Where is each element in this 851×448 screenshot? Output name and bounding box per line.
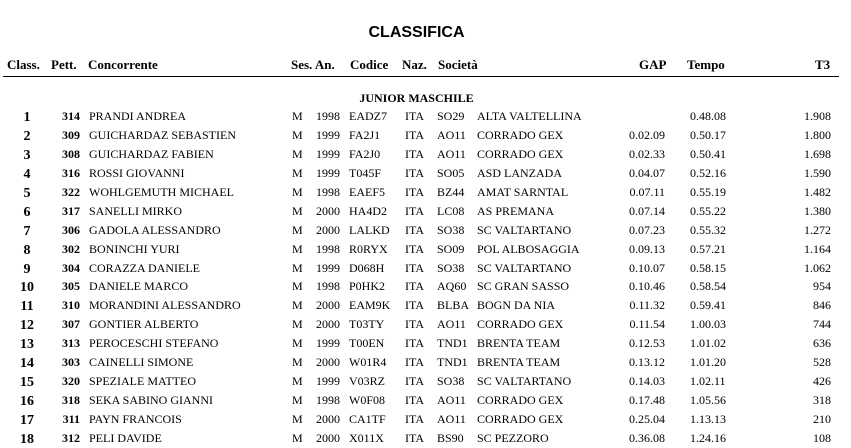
athlete-name-cell: GADOLA ALESSANDRO — [89, 222, 221, 237]
group-title: JUNIOR MASCHILE — [359, 91, 474, 105]
club-code-cell: AO11 — [437, 127, 466, 142]
bib-cell: 316 — [62, 165, 80, 180]
table-row — [0, 259, 851, 278]
nation-cell: ITA — [405, 279, 425, 294]
birth-year-cell: 2000 — [316, 412, 340, 426]
rank-cell: 14 — [20, 356, 34, 372]
club-code-cell: SO09 — [437, 241, 465, 256]
athlete-name-cell: DANIELE MARCO — [89, 279, 188, 294]
table-row — [0, 296, 851, 315]
gap-cell: 0.36.08 — [629, 430, 665, 445]
club-code-cell: BZ44 — [437, 184, 465, 199]
table-row — [0, 391, 851, 410]
club-name-cell: CORRADO GEX — [477, 317, 564, 332]
nation-cell: ITA — [405, 317, 425, 332]
birth-year-cell: 1999 — [316, 146, 340, 161]
time-cell: 0.57.21 — [690, 241, 726, 256]
bib-cell: 311 — [62, 412, 80, 426]
table-row — [0, 315, 851, 334]
athlete-name-cell: ROSSI GIOVANNI — [89, 165, 185, 180]
gap-cell: 0.07.11 — [629, 184, 665, 199]
birth-year-cell: 1999 — [316, 165, 340, 180]
athlete-name-cell: PELI DAVIDE — [89, 430, 162, 445]
club-code-cell: AO11 — [437, 393, 466, 408]
rank-cell: 15 — [20, 375, 34, 391]
sex-cell: M — [292, 279, 303, 294]
bib-cell: 308 — [62, 146, 80, 161]
birth-year-cell: 1999 — [316, 374, 340, 389]
club-name-cell: AS PREMANA — [477, 203, 555, 218]
header-class: Class. — [7, 57, 40, 72]
time-cell: 1.24.16 — [690, 430, 726, 445]
gap-cell: 0.13.12 — [629, 355, 665, 370]
table-row — [0, 164, 851, 183]
rank-cell: 13 — [20, 337, 34, 353]
sex-cell: M — [292, 374, 303, 389]
t3-points-cell: 318 — [813, 393, 831, 408]
birth-year-cell: 1998 — [316, 279, 340, 294]
athlete-code-cell: D068H — [349, 260, 385, 275]
club-name-cell: BRENTA TEAM — [477, 355, 561, 370]
athlete-code-cell: X011X — [349, 430, 384, 445]
sex-cell: M — [292, 241, 303, 256]
club-code-cell: BLBA — [437, 298, 470, 313]
header-divider — [3, 76, 839, 77]
nation-cell: ITA — [405, 430, 425, 445]
club-code-cell: SO38 — [437, 374, 465, 389]
bib-cell: 318 — [62, 393, 80, 408]
rank-cell: 16 — [20, 394, 34, 410]
gap-cell: 0.14.03 — [629, 374, 665, 389]
gap-cell: 0.02.09 — [629, 127, 665, 142]
table-row — [0, 183, 851, 202]
time-cell: 1.00.03 — [690, 317, 726, 332]
club-code-cell: SO05 — [437, 165, 465, 180]
sex-cell: M — [292, 127, 303, 142]
sex-cell: M — [292, 109, 303, 123]
time-cell: 1.01.20 — [690, 355, 726, 370]
athlete-code-cell: CA1TF — [349, 412, 386, 426]
athlete-name-cell: SEKA SABINO GIANNI — [89, 393, 214, 408]
t3-points-cell: 1.272 — [804, 222, 831, 237]
bib-cell: 314 — [62, 109, 80, 123]
t3-points-cell: 1.908 — [804, 109, 831, 123]
gap-cell: 0.11.32 — [629, 298, 665, 313]
header-codice: Codice — [350, 57, 389, 72]
athlete-code-cell: V03RZ — [349, 374, 385, 389]
gap-cell: 0.09.13 — [629, 241, 665, 256]
bib-cell: 306 — [62, 222, 80, 237]
club-code-cell: AQ60 — [437, 279, 467, 294]
club-code-cell: AO11 — [437, 146, 466, 161]
athlete-name-cell: BONINCHI YURI — [89, 241, 180, 256]
table-row — [0, 221, 851, 240]
results-table — [0, 107, 851, 448]
rank-cell: 3 — [23, 147, 31, 163]
athlete-code-cell: FA2J1 — [349, 127, 381, 142]
sex-cell: M — [292, 146, 303, 161]
athlete-name-cell: WOHLGEMUTH MICHAEL — [89, 184, 234, 199]
birth-year-cell: 1999 — [316, 336, 340, 351]
gap-cell: 0.12.53 — [629, 336, 665, 351]
sex-cell: M — [292, 336, 303, 351]
rank-cell: 11 — [20, 299, 34, 315]
bib-cell: 307 — [62, 317, 80, 332]
nation-cell: ITA — [405, 203, 425, 218]
athlete-name-cell: PRANDI ANDREA — [89, 109, 187, 123]
time-cell: 0.59.41 — [690, 298, 726, 313]
athlete-code-cell: P0HK2 — [349, 279, 386, 294]
birth-year-cell: 2000 — [316, 203, 340, 218]
rank-cell: 1 — [23, 110, 31, 125]
table-row — [0, 126, 851, 145]
table-row — [0, 334, 851, 353]
bib-cell: 309 — [62, 127, 80, 142]
bib-cell: 304 — [62, 260, 80, 275]
gap-cell: 0.25.04 — [629, 412, 665, 426]
nation-cell: ITA — [405, 241, 425, 256]
sex-cell: M — [292, 430, 303, 445]
header-t3: T3 — [815, 57, 831, 72]
sex-cell: M — [292, 412, 303, 426]
gap-cell: 0.02.33 — [629, 146, 665, 161]
table-row — [0, 353, 851, 372]
athlete-code-cell: W01R4 — [349, 355, 387, 370]
table-row — [0, 410, 851, 429]
t3-points-cell: 1.698 — [804, 146, 831, 161]
sex-cell: M — [292, 393, 303, 408]
athlete-name-cell: CAINELLI SIMONE — [89, 355, 194, 370]
header-gap: GAP — [639, 57, 667, 72]
club-name-cell: CORRADO GEX — [477, 393, 564, 408]
t3-points-cell: 744 — [813, 317, 831, 332]
sex-cell: M — [292, 222, 303, 237]
birth-year-cell: 2000 — [316, 222, 340, 237]
nation-cell: ITA — [405, 355, 425, 370]
t3-points-cell: 1.482 — [804, 184, 831, 199]
club-name-cell: CORRADO GEX — [477, 412, 564, 426]
athlete-name-cell: GONTIER ALBERTO — [89, 317, 199, 332]
athlete-code-cell: LALKD — [349, 222, 390, 237]
t3-points-cell: 1.062 — [804, 260, 831, 275]
athlete-name-cell: CORAZZA DANIELE — [89, 260, 200, 275]
athlete-code-cell: R0RYX — [349, 241, 388, 256]
club-name-cell: SC PEZZORO — [477, 430, 549, 445]
rank-cell: 9 — [23, 261, 31, 277]
birth-year-cell: 2000 — [316, 355, 340, 370]
nation-cell: ITA — [405, 165, 425, 180]
nation-cell: ITA — [405, 146, 425, 161]
header-pett: Pett. — [51, 57, 77, 72]
birth-year-cell: 1998 — [316, 184, 340, 199]
t3-points-cell: 108 — [813, 430, 831, 445]
club-code-cell: SO38 — [437, 260, 465, 275]
club-name-cell: AMAT SARNTAL — [477, 184, 569, 199]
nation-cell: ITA — [405, 412, 425, 426]
nation-cell: ITA — [405, 336, 425, 351]
sex-cell: M — [292, 355, 303, 370]
t3-points-cell: 426 — [813, 374, 831, 389]
header-naz: Naz. — [402, 57, 427, 72]
athlete-code-cell: T00EN — [349, 336, 385, 351]
birth-year-cell: 2000 — [316, 430, 340, 445]
athlete-name-cell: SANELLI MIRKO — [89, 203, 182, 218]
gap-cell: 0.04.07 — [629, 165, 665, 180]
club-code-cell: TND1 — [437, 355, 468, 370]
club-name-cell: SC VALTARTANO — [477, 374, 572, 389]
club-code-cell: AO11 — [437, 412, 466, 426]
bib-cell: 303 — [62, 355, 80, 370]
time-cell: 0.55.32 — [690, 222, 726, 237]
time-cell: 0.50.41 — [690, 146, 726, 161]
birth-year-cell: 1998 — [316, 393, 340, 408]
birth-year-cell: 1999 — [316, 127, 340, 142]
club-code-cell: LC08 — [437, 203, 465, 218]
rank-cell: 5 — [23, 185, 31, 201]
time-cell: 0.52.16 — [690, 165, 726, 180]
t3-points-cell: 1.590 — [804, 165, 831, 180]
gap-cell: 0.17.48 — [629, 393, 665, 408]
header-societa: Società — [438, 57, 478, 72]
time-cell: 0.58.54 — [690, 279, 726, 294]
club-name-cell: SC GRAN SASSO — [477, 279, 570, 294]
club-name-cell: CORRADO GEX — [477, 146, 564, 161]
rank-cell: 8 — [23, 242, 31, 258]
time-cell: 0.55.22 — [690, 203, 726, 218]
t3-points-cell: 528 — [813, 355, 831, 370]
sex-cell: M — [292, 203, 303, 218]
birth-year-cell: 1998 — [316, 241, 340, 256]
athlete-code-cell: EAEF5 — [349, 184, 385, 199]
athlete-code-cell: EADZ7 — [349, 109, 387, 123]
athlete-name-cell: PEROCESCHI STEFANO — [89, 336, 219, 351]
time-cell: 1.02.11 — [690, 374, 726, 389]
t3-points-cell: 846 — [813, 298, 831, 313]
club-name-cell: SC VALTARTANO — [477, 222, 572, 237]
rank-cell: 17 — [20, 413, 34, 428]
rank-cell: 18 — [20, 431, 34, 447]
nation-cell: ITA — [405, 260, 425, 275]
athlete-code-cell: T045F — [349, 165, 382, 180]
gap-cell: 0.11.54 — [629, 317, 665, 332]
club-name-cell: BRENTA TEAM — [477, 336, 561, 351]
nation-cell: ITA — [405, 298, 425, 313]
gap-cell: 0.10.46 — [629, 279, 665, 294]
header-tempo: Tempo — [687, 57, 725, 72]
t3-points-cell: 954 — [813, 279, 831, 294]
table-row — [0, 429, 851, 448]
club-code-cell: SO29 — [437, 109, 465, 123]
athlete-code-cell: FA2J0 — [349, 146, 381, 161]
athlete-name-cell: PAYN FRANCOIS — [89, 412, 182, 426]
header-ses-an: Ses. An. — [291, 57, 335, 72]
t3-points-cell: 1.380 — [804, 203, 831, 218]
athlete-code-cell: EAM9K — [349, 298, 391, 313]
time-cell: 0.58.15 — [690, 260, 726, 275]
bib-cell: 320 — [62, 374, 80, 389]
rank-cell: 4 — [23, 166, 31, 182]
table-row — [0, 202, 851, 221]
birth-year-cell: 1998 — [316, 109, 340, 123]
bib-cell: 317 — [62, 203, 80, 218]
t3-points-cell: 1.800 — [804, 127, 831, 142]
nation-cell: ITA — [405, 127, 425, 142]
club-name-cell: ALTA VALTELLINA — [477, 109, 582, 123]
rank-cell: 12 — [20, 318, 34, 334]
table-row — [0, 107, 851, 126]
table-row — [0, 277, 851, 296]
nation-cell: ITA — [405, 393, 425, 408]
t3-points-cell: 210 — [813, 412, 831, 426]
rank-cell: 6 — [23, 204, 31, 220]
club-name-cell: ASD LANZADA — [477, 165, 562, 180]
club-code-cell: TND1 — [437, 336, 468, 351]
athlete-code-cell: T03TY — [349, 317, 385, 332]
nation-cell: ITA — [405, 184, 425, 199]
athlete-name-cell: GUICHARDAZ FABIEN — [89, 146, 214, 161]
nation-cell: ITA — [405, 222, 425, 237]
club-name-cell: POL ALBOSAGGIA — [477, 241, 580, 256]
sex-cell: M — [292, 298, 303, 313]
bib-cell: 313 — [62, 336, 80, 351]
club-code-cell: AO11 — [437, 317, 466, 332]
club-name-cell: CORRADO GEX — [477, 127, 564, 142]
page-title: CLASSIFICA — [368, 24, 465, 41]
club-code-cell: SO38 — [437, 222, 465, 237]
athlete-name-cell: MORANDINI ALESSANDRO — [89, 298, 241, 313]
table-row — [0, 240, 851, 259]
header-concorrente: Concorrente — [88, 57, 158, 72]
athlete-code-cell: HA4D2 — [349, 203, 387, 218]
bib-cell: 310 — [62, 298, 80, 313]
athlete-code-cell: W0F08 — [349, 393, 385, 408]
time-cell: 1.01.02 — [690, 336, 726, 351]
nation-cell: ITA — [405, 374, 425, 389]
time-cell: 0.50.17 — [690, 127, 726, 142]
sex-cell: M — [292, 165, 303, 180]
time-cell: 0.55.19 — [690, 184, 726, 199]
rank-cell: 2 — [23, 128, 31, 144]
t3-points-cell: 1.164 — [804, 241, 831, 256]
athlete-name-cell: GUICHARDAZ SEBASTIEN — [89, 127, 236, 142]
birth-year-cell: 2000 — [316, 298, 340, 313]
rank-cell: 10 — [20, 280, 34, 296]
bib-cell: 312 — [62, 430, 80, 445]
bib-cell: 322 — [62, 184, 80, 199]
sex-cell: M — [292, 184, 303, 199]
birth-year-cell: 2000 — [316, 317, 340, 332]
time-cell: 0.48.08 — [690, 109, 726, 123]
athlete-name-cell: SPEZIALE MATTEO — [89, 374, 196, 389]
sex-cell: M — [292, 317, 303, 332]
table-row — [0, 145, 851, 164]
t3-points-cell: 636 — [813, 336, 831, 351]
birth-year-cell: 1999 — [316, 260, 340, 275]
gap-cell: 0.07.23 — [629, 222, 665, 237]
nation-cell: ITA — [405, 109, 425, 123]
sex-cell: M — [292, 260, 303, 275]
gap-cell: 0.10.07 — [629, 260, 665, 275]
rank-cell: 7 — [23, 223, 31, 239]
table-row — [0, 372, 851, 391]
time-cell: 1.05.56 — [690, 393, 726, 408]
club-code-cell: BS90 — [437, 430, 464, 445]
bib-cell: 305 — [62, 279, 80, 294]
club-name-cell: BOGN DA NIA — [477, 298, 555, 313]
gap-cell: 0.07.14 — [629, 203, 665, 218]
club-name-cell: SC VALTARTANO — [477, 260, 572, 275]
time-cell: 1.13.13 — [690, 412, 726, 426]
bib-cell: 302 — [62, 241, 80, 256]
